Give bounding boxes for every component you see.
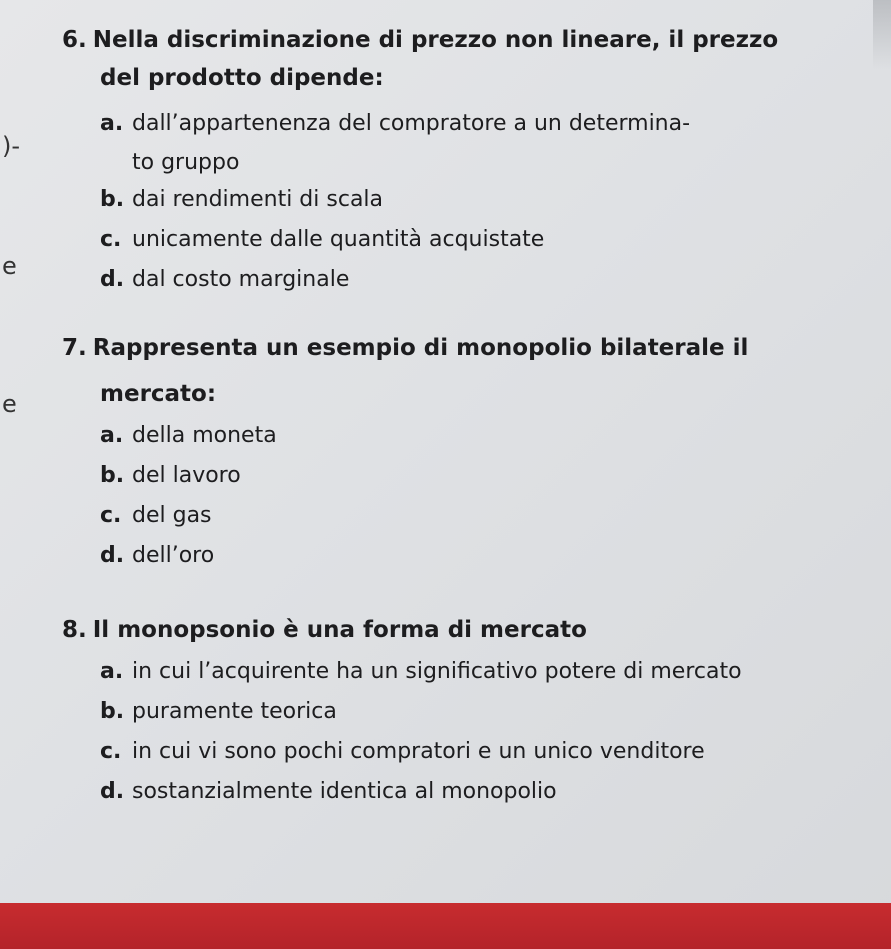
option-d[interactable] [100,772,862,812]
option-text: sostanzialmente identica al monopolio [132,779,557,804]
question-number: 7. [62,335,87,361]
question-6 [62,22,862,300]
page-bottom-red-band [0,903,891,949]
option-text: della moneta [132,423,277,448]
option-letter: d. [100,267,125,292]
option-letter: b. [100,187,125,212]
option-text: dall’appartenenza del compratore a un determina- [132,111,691,136]
question-title [62,22,862,58]
answer-options [62,416,862,576]
option-text: puramente teorica [132,699,337,724]
option-text: in cui l’acquirente ha un significativo potere di mercato [132,659,742,684]
option-a[interactable] [100,102,862,180]
option-a[interactable] [100,652,862,692]
question-title-continuation: mercato: [100,381,217,407]
option-b[interactable] [100,692,862,732]
answer-options [62,102,862,300]
option-text: dai rendimenti di scala [132,187,384,212]
option-text: in cui vi sono pochi compratori e un unico venditore [132,739,705,764]
option-text: dell’oro [132,543,215,568]
option-c[interactable] [100,732,862,772]
question-title [62,330,862,366]
page-edge-shadow [873,0,891,70]
question-title-line: Il monopsonio è una forma di mercato [92,617,587,643]
option-text: unicamente dalle quantità acquistate [132,227,545,252]
option-letter: a. [100,659,124,684]
question-8 [62,612,862,812]
question-title-continuation: del prodotto dipende: [100,65,384,91]
option-text-continuation: to gruppo [132,150,240,175]
option-letter: d. [100,543,125,568]
margin-mark: e [2,390,17,418]
question-title-line: Nella discriminazione di prezzo non lineare, il prezzo [92,27,779,53]
margin-mark: )- [2,132,21,160]
question-number: 8. [62,617,87,643]
option-a[interactable] [100,416,862,456]
option-letter: a. [100,111,124,136]
option-letter: c. [100,739,122,764]
answer-options [62,652,862,812]
option-c[interactable] [100,496,862,536]
margin-mark: e [2,252,17,280]
option-letter: b. [100,699,125,724]
option-text: del gas [132,503,212,528]
option-letter: c. [100,503,122,528]
option-b[interactable] [100,180,862,220]
option-letter: b. [100,463,125,488]
question-title-line: Rappresenta un esempio di monopolio bilaterale il [92,335,749,361]
option-letter: c. [100,227,122,252]
question-7 [62,330,862,576]
question-number: 6. [62,27,87,53]
question-title [62,612,862,648]
option-letter: d. [100,779,125,804]
option-c[interactable] [100,220,862,260]
option-d[interactable] [100,536,862,576]
option-b[interactable] [100,456,862,496]
option-text: dal costo marginale [132,267,350,292]
option-text: del lavoro [132,463,241,488]
option-letter: a. [100,423,124,448]
option-d[interactable] [100,260,862,300]
